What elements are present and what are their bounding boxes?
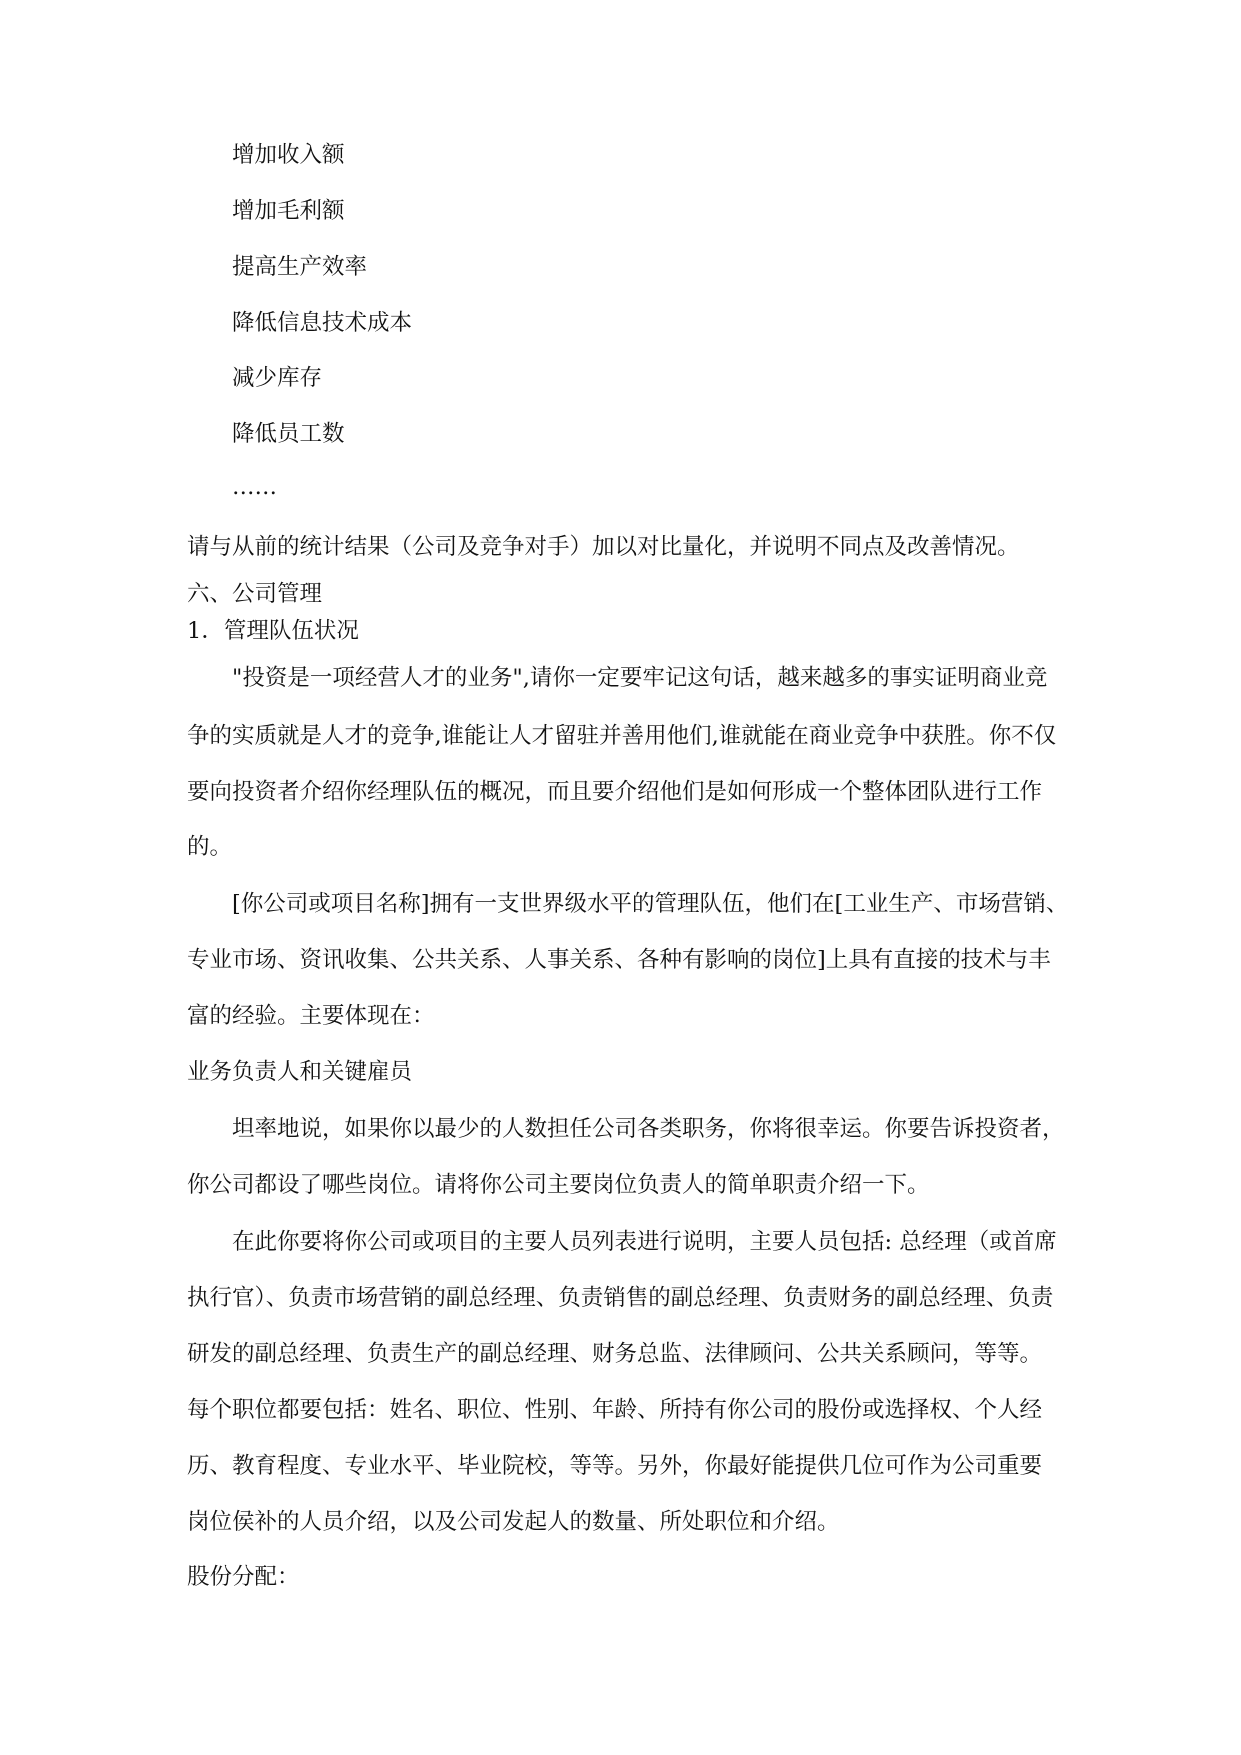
list-item-increase-revenue: 增加收入额: [232, 142, 345, 168]
key-staff-heading: 业务负责人和关键雇员: [187, 1059, 413, 1085]
equity-heading: 股份分配：: [187, 1564, 300, 1590]
list-item-increase-gross-profit: 增加毛利额: [232, 198, 345, 224]
para4-line: 每个职位都要包括：姓名、职位、性别、年龄、所持有你公司的股份或选择权、个人经: [187, 1397, 1043, 1423]
para4-line: 岗位侯补的人员介绍，以及公司发起人的数量、所处职位和介绍。: [187, 1509, 840, 1535]
para4-line: 历、教育程度、专业水平、毕业院校，等等。另外，你最好能提供几位可作为公司重要: [187, 1453, 1043, 1479]
para4-line: 执行官）、负责市场营销的副总经理、负责销售的副总经理、负责财务的副总经理、负责: [187, 1285, 1054, 1311]
list-item-reduce-it-cost: 降低信息技术成本: [232, 310, 413, 336]
para1-line: 的。: [187, 834, 233, 860]
para4-line: 研发的副总经理、负责生产的副总经理、财务总监、法律顾问、公共关系顾问，等等。: [187, 1341, 1043, 1367]
list-item-ellipsis: ……: [232, 474, 277, 500]
para2-line: [你公司或项目名称]拥有一支世界级水平的管理队伍，他们在[工业生产、市场营销、: [232, 891, 1069, 917]
section-heading: 六、公司管理: [187, 581, 323, 607]
para1-line: 要向投资者介绍你经理队伍的概况，而且要介绍他们是如何形成一个整体团队进行工作: [187, 779, 1043, 805]
subsection-heading: 1．管理队伍状况: [187, 618, 359, 644]
list-item-reduce-staff: 降低员工数: [232, 421, 345, 447]
para1-line: "投资是一项经营人才的业务",请你一定要牢记这句话，越来越多的事实证明商业竞: [232, 665, 1048, 691]
list-item-improve-efficiency: 提高生产效率: [232, 254, 368, 280]
compare-note: 请与从前的统计结果（公司及竞争对手）加以对比量化，并说明不同点及改善情况。: [187, 534, 1020, 560]
para2-line: 富的经验。主要体现在：: [187, 1003, 435, 1029]
para3-line: 你公司都设了哪些岗位。请将你公司主要岗位负责人的简单职责介绍一下。: [187, 1172, 930, 1198]
para1-line: 争的实质就是人才的竞争,谁能让人才留驻并善用他们,谁就能在商业竞争中获胜。你不仅: [187, 723, 1057, 749]
para3-line: 坦率地说，如果你以最少的人数担任公司各类职务，你将很幸运。你要告诉投资者，: [232, 1116, 1065, 1142]
list-item-reduce-inventory: 减少库存: [232, 365, 323, 391]
para2-line: 专业市场、资讯收集、公共关系、人事关系、各种有影响的岗位]上具有直接的技术与丰: [187, 947, 1051, 973]
para4-line: 在此你要将你公司或项目的主要人员列表进行说明，主要人员包括: 总经理（或首席: [232, 1229, 1057, 1255]
